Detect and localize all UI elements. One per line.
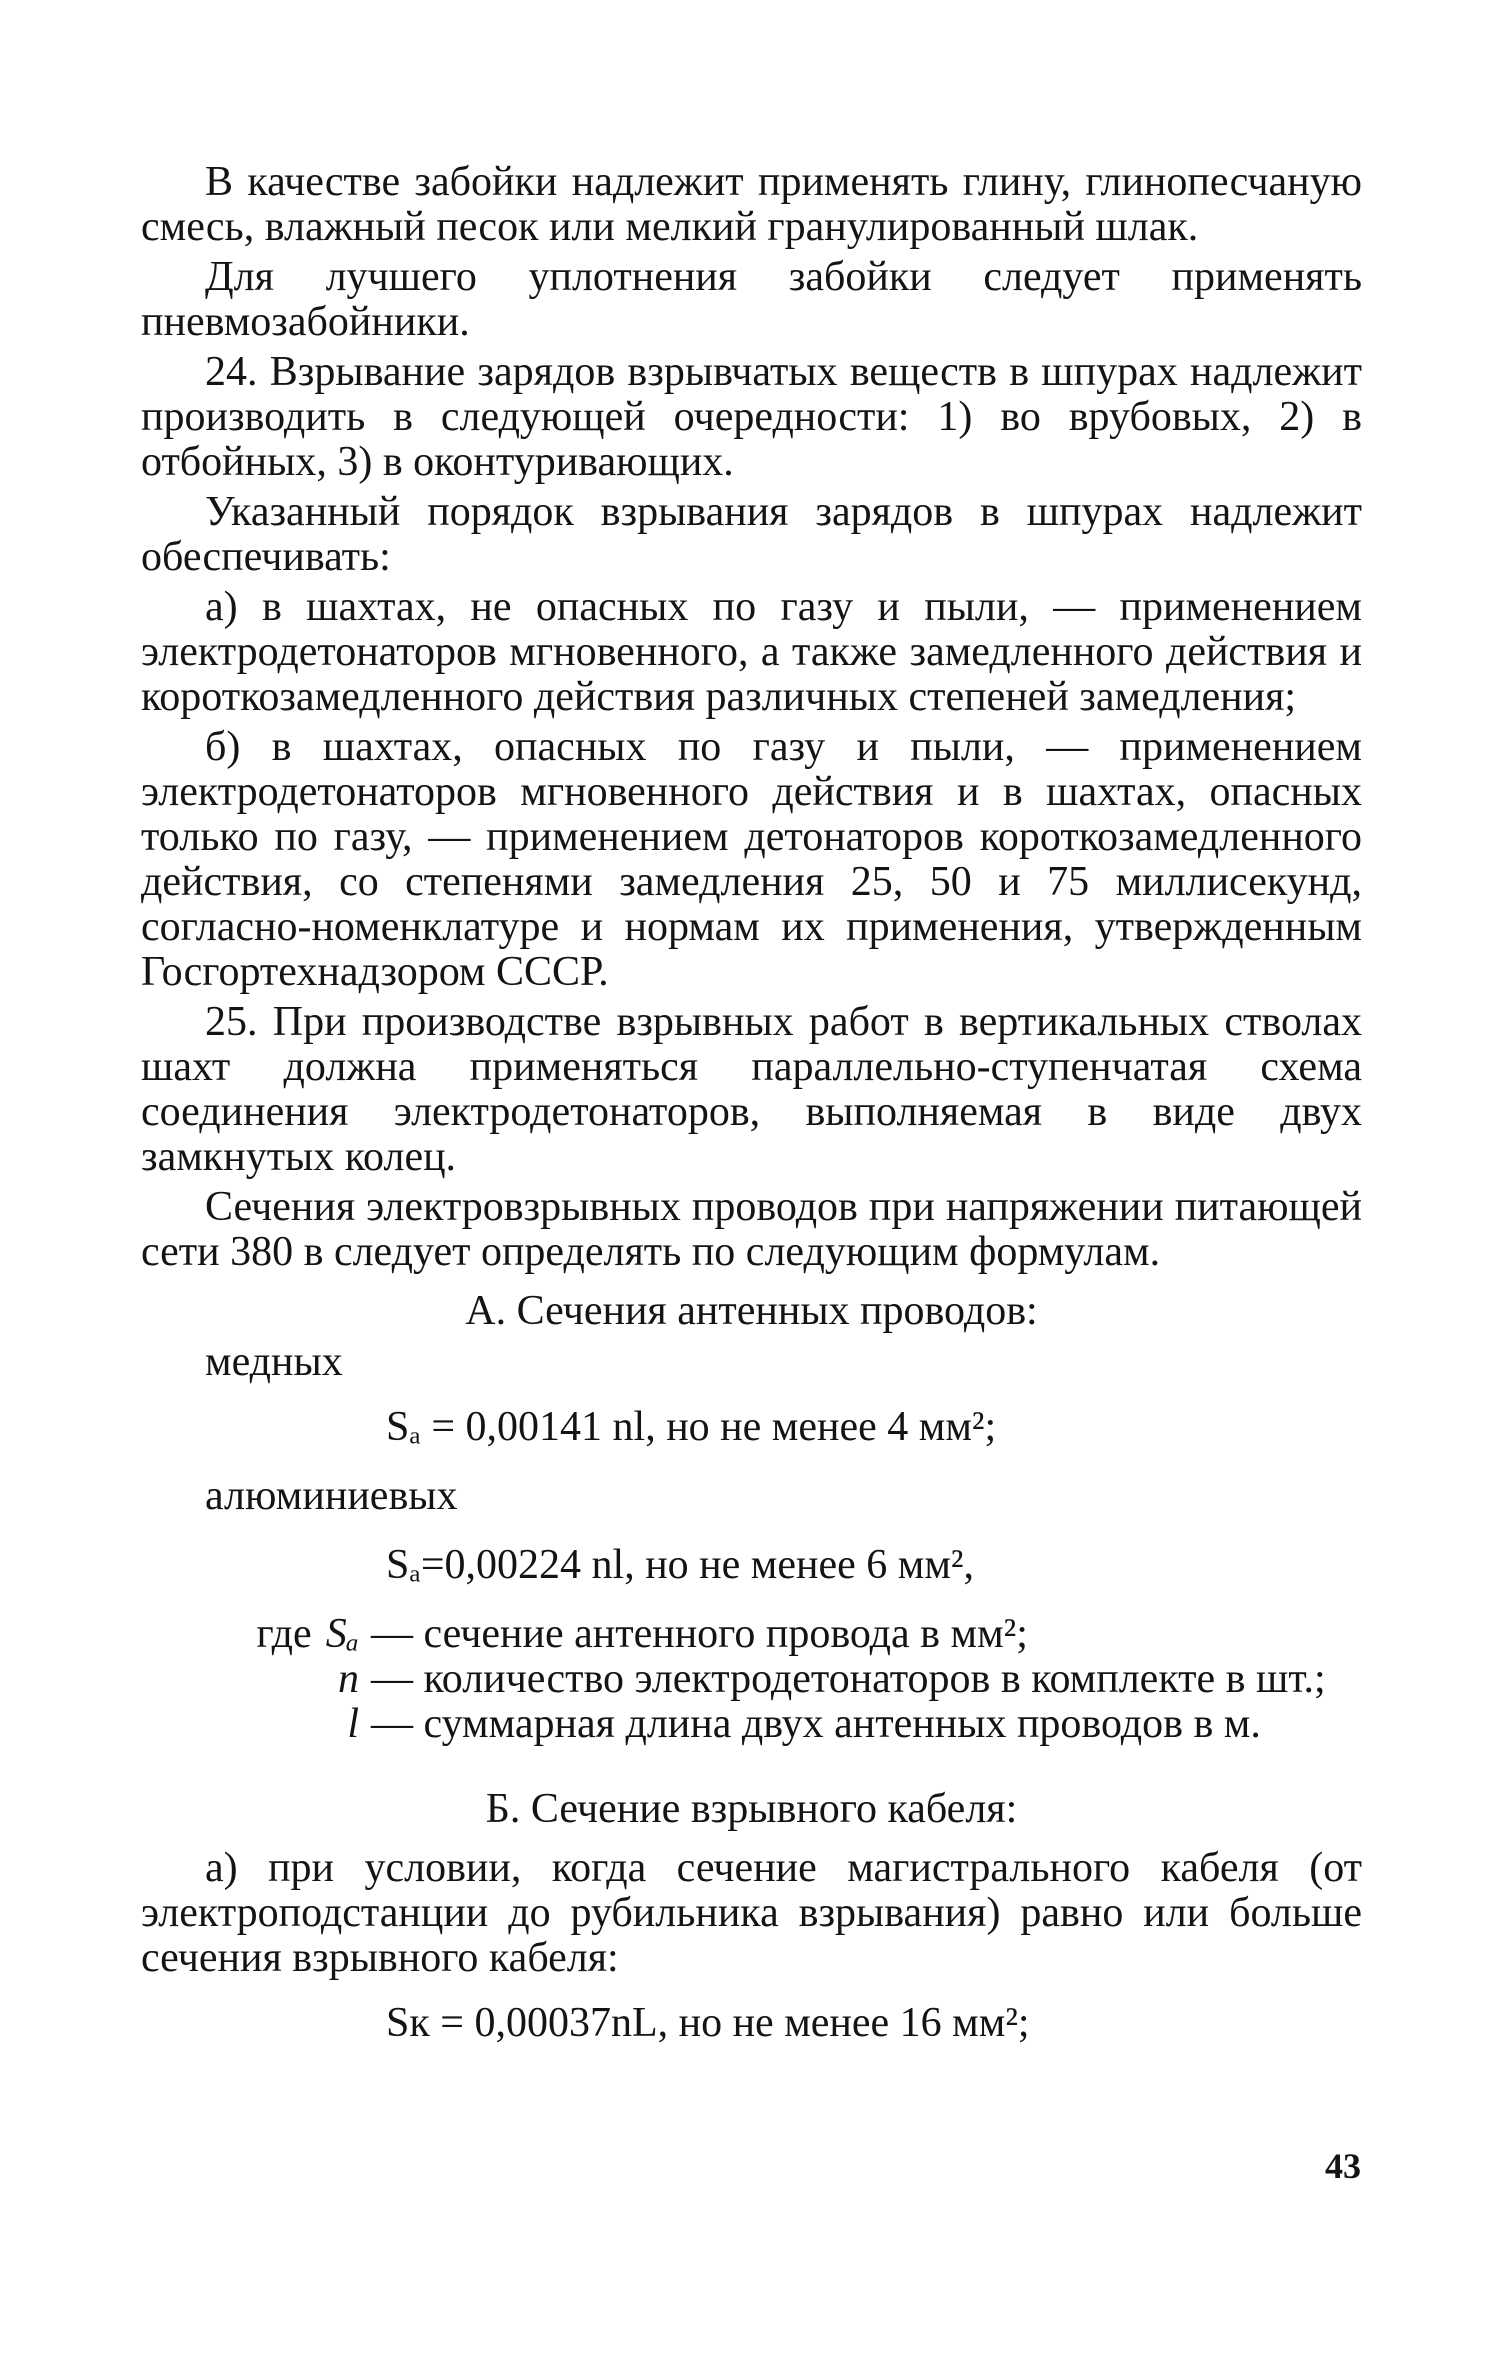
page-number: 43 [1325,2146,1361,2186]
section-b-heading: Б. Сечение взрывного кабеля: [485,1786,1018,1832]
paragraph-option-b: б) в шахтах, опасных по газу и пыли, — применением электродетонаторов мгновенного действия и в шахтах, опасных только по газу, — применением детонаторов короткозамедленного действия, со степенями замедления 25, 50 и 75 миллисекунд, согласно-номенклатуре и нормам их применения, утвержденным Госгортехнадзором СССР. [141,724,1362,995]
legend-row [141,1657,1362,1702]
paragraph-option-a: а) в шахтах, не опасных по газу и пыли, — применением электродетонаторов мгновенного, а также замедленного действия и короткозамедленного действия различных степеней замедления; [141,584,1362,720]
where-lead: где [256,1611,312,1657]
legend-symbol: Sₐ [325,1611,359,1657]
paragraph-stemming-materials: В качестве забойки надлежит применять глину, глинопесчаную смесь, влажный песок или мелкий гранулированный шлак. [141,159,1362,250]
legend-text: — сечение антенного провода в мм²; [371,1611,1028,1657]
paragraph-firing-order: Указанный порядок взрывания зарядов в шпурах надлежит обеспечивать: [141,489,1362,580]
legend-text: — количество электродетонаторов в комплекте в шт.; [371,1656,1326,1702]
page-body [141,160,1362,2046]
condition-a: а) при условии, когда сечение магистрального кабеля (от электроподстанции до рубильника взрывания) равно или больше сечения взрывного кабеля: [141,1845,1362,1981]
legend-symbol: n [338,1656,359,1702]
cable-formula: Sк = 0,00037nL, но не менее 16 мм²; [386,2000,1030,2046]
paragraph-item-25: 25. При производстве взрывных работ в вертикальных стволах шахт должна применяться параллельно-ступенчатая схема соединения электродетонаторов, выполняемая в виде двух замкнутых колец. [141,999,1362,1180]
where-legend [141,1612,1362,1747]
aluminum-label: алюминиевых [205,1473,458,1519]
paragraph-pneumatic-stemmers: Для лучшего уплотнения забойки следует применять пневмозабойники. [141,254,1362,345]
legend-row [141,1612,1362,1657]
legend-row [141,1702,1362,1747]
paragraph-wire-sections: Сечения электровзрывных проводов при напряжении питающей сети 380 в следует определять по следующим формулам. [141,1184,1362,1275]
legend-symbol: l [347,1701,359,1747]
copper-formula: Sₐ = 0,00141 nl, но не менее 4 мм²; [386,1404,997,1450]
legend-text: — суммарная длина двух антенных проводов в м. [371,1701,1261,1747]
paragraph-item-24: 24. Взрывание зарядов взрывчатых веществ в шпурах надлежит производить в следующей очередности: 1) во врубовых, 2) в отбойных, 3) в оконтуривающих. [141,349,1362,485]
aluminum-formula: Sₐ=0,00224 nl, но не менее 6 мм², [386,1542,975,1588]
copper-label: медных [205,1339,343,1385]
section-a-heading: А. Сечения антенных проводов: [465,1288,1038,1334]
